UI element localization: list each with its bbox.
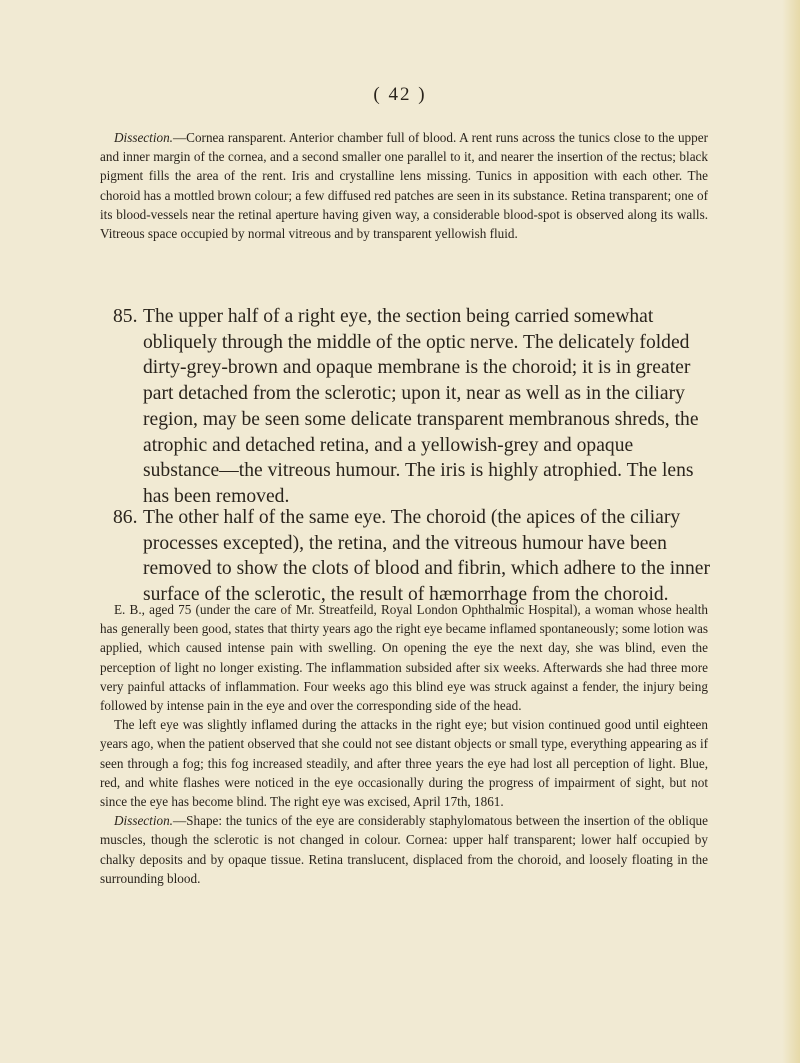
- dissection-label: Dissection.: [114, 813, 173, 829]
- case-paragraph: The left eye was slightly inflamed during the attacks in the right eye; but vision continued good until eighteen years ago, when the patient observed that she could not see distant objects or small type, everything appearing as if seen through a fog; this fog increased steadily, and after three years the eye had lost all perception of light. Blue, red, and white flashes were noticed in the eye occasionally during the progress of impairment of sight, but not since the eye has become blind. The right eye was excised, April 17th, 1861.: [100, 717, 708, 810]
- entry-text: The other half of the same eye. The choroid (the apices of the ciliary processes excepted), the retina, and the vitreous humour have been removed to show the clots of blood and fibrin, which adhere to the inner surface of the sclerotic, the result of hæmorrhage from the choroid.: [143, 507, 710, 606]
- dissection-text: —Cornea ransparent. Anterior chamber full of blood. A rent runs across the tunics close to the upper and inner margin of the cornea, and a second smaller one parallel to it, and nearer the insertion of the rectus; black pigment fills the area of the rent. Iris and crystalline lens missing. Tunics in apposition with each other. The choroid has a mottled brown colour; a few diffused red patches are seen in its substance. Retina transparent; one of its blood-vessels near the retinal aperture having given way, a considerable blood-spot is observed along its walls. Vitreous space occupied by normal vitreous and by transparent yellowish fluid.: [100, 130, 708, 242]
- page-edge: [782, 0, 800, 1063]
- case-paragraph: E. B., aged 75 (under the care of Mr. Streatfeild, Royal London Ophthalmic Hospital), a woman whose health has generally been good, states that thirty years ago the right eye became inflamed spontaneously; some lotion was applied, which caused intense pain with swelling. On opening the eye the next day, she was blind, even the perception of light no longer existing. The inflammation subsided after six weeks. Afterwards she had three more very painful attacks of inflammation. Four weeks ago this blind eye was struck against a fender, the injury being followed by intense pain in the eye and over the corresponding side of the head.: [100, 602, 708, 714]
- dissection-paragraph-top: [100, 128, 708, 243]
- catalogue-entry-86: [83, 505, 713, 608]
- entry-number: 86.: [113, 507, 138, 528]
- entry-number: 85.: [113, 306, 138, 327]
- case-history: [100, 600, 708, 888]
- catalogue-entry-85: [83, 304, 713, 510]
- case-paragraph: —Shape: the tunics of the eye are considerably staphylomatous between the insertion of the oblique muscles, though the sclerotic is not changed in colour. Cornea: upper half transparent; lower half occupied by chalky deposits and by opaque tissue. Retina translucent, displaced from the choroid, and loosely floating in the surrounding blood.: [100, 813, 708, 886]
- dissection-label: Dissection.: [114, 130, 173, 145]
- entry-text: The upper half of a right eye, the section being carried somewhat obliquely through the middle of the optic nerve. The delicately folded dirty-grey-brown and opaque membrane is the choroid; it is in greater part detached from the sclerotic; upon it, near as well as in the ciliary region, may be seen some delicate transparent membranous shreds, the atrophic and detached retina, and a yellowish-grey and opaque substance—the vitreous humour. The iris is highly atrophied. The lens has been removed.: [143, 306, 699, 507]
- page-number: ( 42 ): [373, 84, 427, 105]
